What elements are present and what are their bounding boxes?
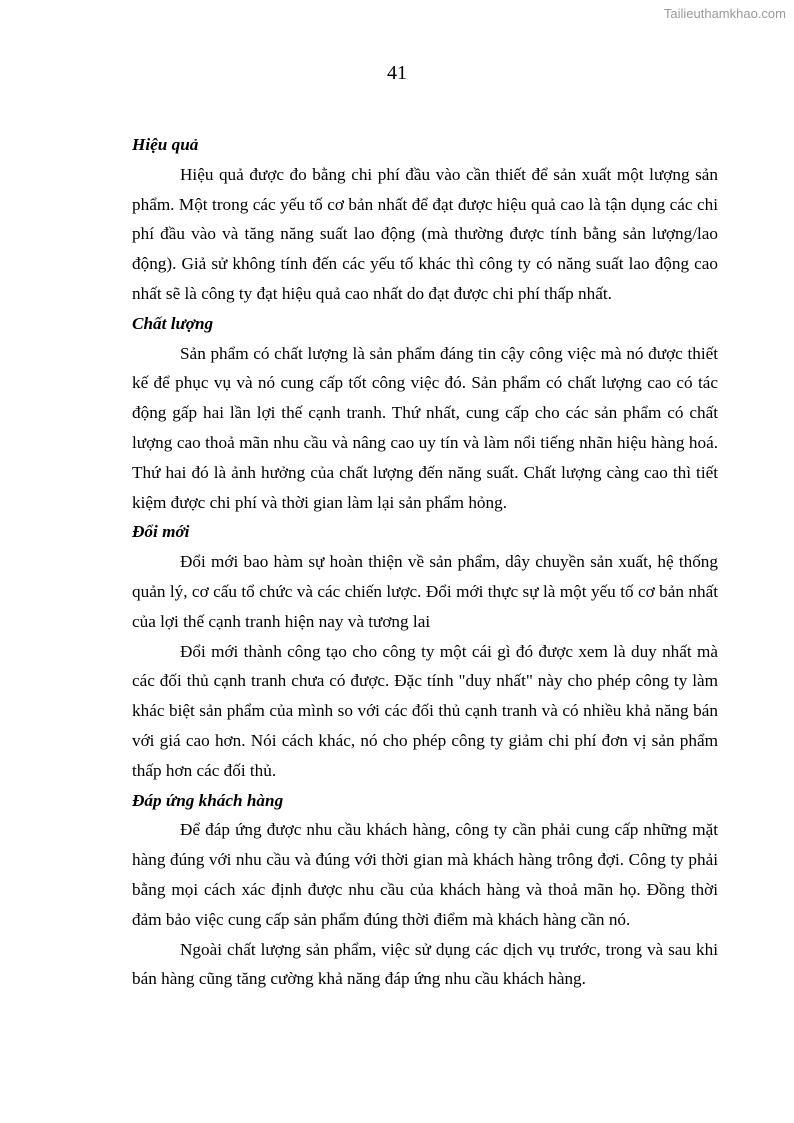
watermark: Tailieuthamkhao.com	[663, 6, 786, 21]
paragraph: Đổi mới bao hàm sự hoàn thiện về sản phẩm, dây chuyền sản xuất, hệ thống quản lý, cơ cấu tổ chức và các chiến lược. Đổi mới thực sự là một yếu tố cơ bản nhất của lợi thế cạnh tranh hiện nay và tương lai	[132, 552, 718, 631]
section-dap-ung-khach-hang	[132, 786, 718, 995]
paragraph: Ngoài chất lượng sản phẩm, việc sử dụng các dịch vụ trước, trong và sau khi bán hàng cũng tăng cường khả năng đáp ứng nhu cầu khách hàng.	[132, 939, 718, 989]
section-hieu-qua	[132, 130, 718, 309]
paragraph: Đổi mới thành công tạo cho công ty một cái gì đó được xem là duy nhất mà các đối thủ cạnh tranh chưa có được. Đặc tính "duy nhất" này cho phép công ty làm khác biệt sản phẩm của mình so với các đối thủ cạnh tranh và có nhiều khả năng bán với giá cao hơn. Nói cách khác, nó cho phép công ty giảm chi phí đơn vị sản phẩm thấp hơn các đối thủ.	[132, 641, 718, 780]
page-number: 41	[387, 62, 407, 84]
paragraph: Để đáp ứng được nhu cầu khách hàng, công ty cần phải cung cấp những mặt hàng đúng với nhu cầu và đúng với thời gian mà khách hàng trông đợi. Công ty phải bằng mọi cách xác định được nhu cầu của khách hàng và thoả mãn họ. Đồng thời đảm bảo việc cung cấp sản phẩm đúng thời điểm mà khách hàng cần nó.	[132, 820, 718, 929]
paragraph: Sản phẩm có chất lượng là sản phẩm đáng tin cậy công việc mà nó được thiết kế để phục vụ và nó cung cấp tốt công việc đó. Sản phẩm có chất lượng cao có tác động gấp hai lần lợi thế cạnh tranh. Thứ nhất, cung cấp cho các sản phẩm có chất lượng cao thoả mãn nhu cầu và nâng cao uy tín và làm nổi tiếng nhãn hiệu hàng hoá. Thứ hai đó là ảnh hưởng của chất lượng đến năng suất. Chất lượng càng cao thì tiết kiệm được chi phí và thời gian làm lại sản phẩm hỏng.	[132, 343, 718, 512]
section-chat-luong	[132, 309, 718, 518]
section-heading: Đáp ứng khách hàng	[132, 790, 284, 810]
paragraph: Hiệu quả được đo bằng chi phí đầu vào cần thiết để sản xuất một lượng sản phẩm. Một trong các yếu tố cơ bản nhất để đạt được hiệu quả cao là tận dụng các chi phí đầu vào và tăng năng suất lao động (mà thường được tính bằng sản lượng/lao động). Giả sử không tính đến các yếu tố khác thì công ty có năng suất lao động cao nhất sẽ là công ty đạt hiệu quả cao nhất do đạt được chi phí thấp nhất.	[132, 164, 718, 303]
document-body	[132, 130, 718, 994]
section-doi-moi	[132, 517, 718, 785]
section-heading: Chất lượng	[132, 313, 214, 333]
section-heading: Đổi mới	[132, 522, 190, 542]
section-heading: Hiệu quả	[132, 135, 199, 154]
